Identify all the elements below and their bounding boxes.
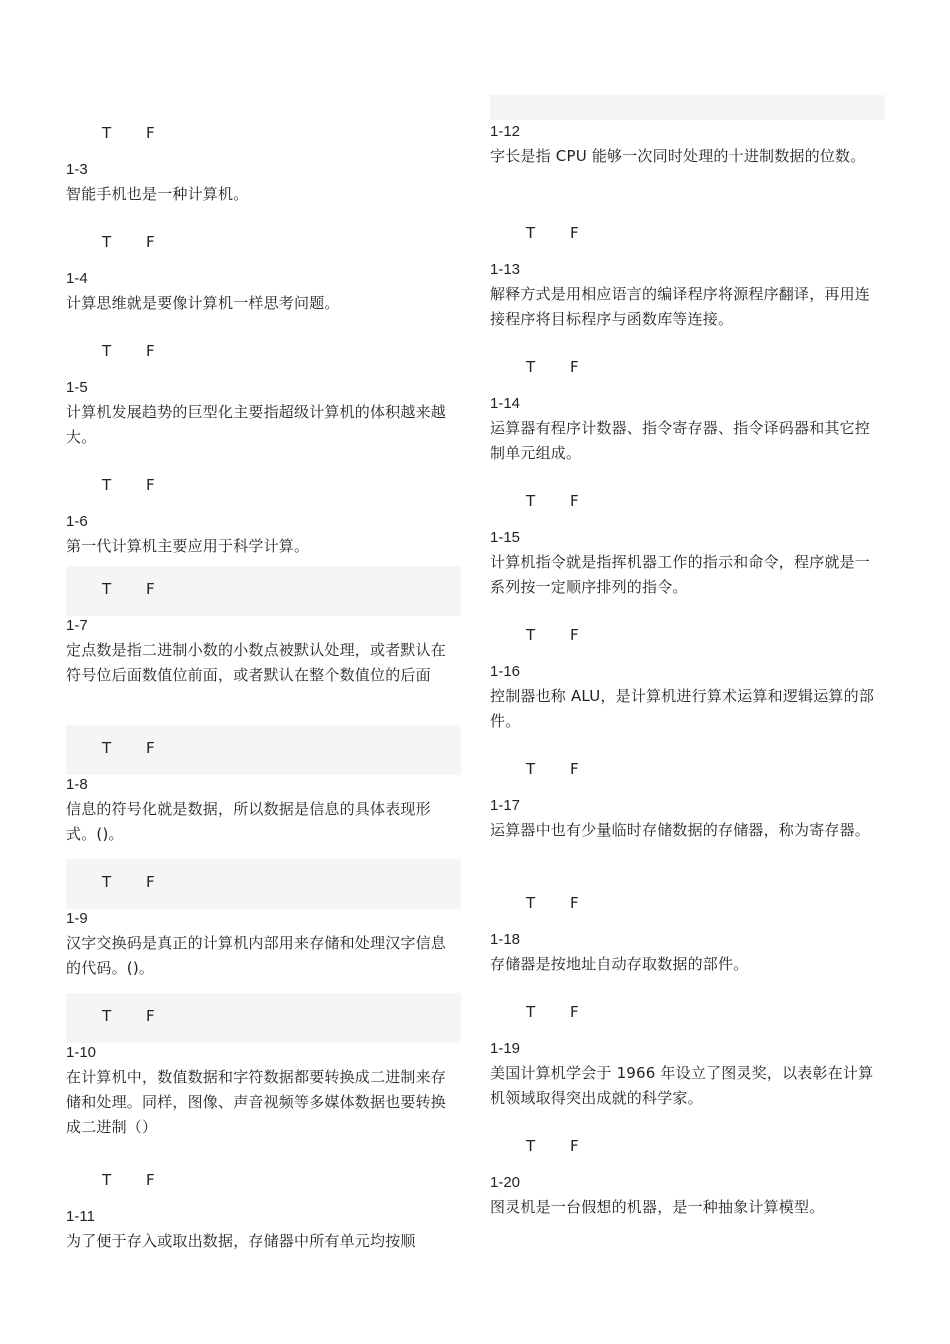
question-block [66,1157,461,1254]
question-number: 1-20 [490,1174,521,1191]
question-number: 1-8 [66,776,88,793]
question-number: 1-11 [66,1208,95,1225]
tf-options [66,1157,461,1207]
true-option[interactable]: T [102,1007,112,1025]
question-number: 1-17 [490,797,521,814]
question-number: 1-4 [66,270,88,287]
question-block [490,344,885,466]
false-option[interactable]: F [570,760,579,778]
tf-options [66,993,461,1043]
question-text: 汉字交换码是真正的计算机内部用来存储和处理汉字信息的代码。()。 [66,934,447,977]
true-option[interactable]: T [526,894,536,912]
tf-options [66,566,461,616]
question-text: 解释方式是用相应语言的编译程序将源程序翻译，再用连接程序将目标程序与函数库等连接。 [490,285,871,328]
question-text: 存储器是按地址自动存取数据的部件。 [490,955,749,973]
false-option[interactable]: F [570,358,579,376]
true-option[interactable]: T [526,1003,536,1021]
question-block [490,1123,885,1220]
false-option[interactable]: F [146,873,155,891]
false-option[interactable]: F [146,1171,155,1189]
question-number: 1-14 [490,395,521,412]
true-option[interactable]: T [102,1171,112,1189]
question-number: 1-10 [66,1044,97,1061]
false-option[interactable]: F [570,492,579,510]
question-text: 美国计算机学会于 1966 年设立了图灵奖，以表彰在计算机领域取得突出成就的科学家。 [490,1064,874,1107]
question-block [490,122,885,169]
question-text: 第一代计算机主要应用于科学计算。 [66,537,310,555]
true-option[interactable]: T [526,358,536,376]
tf-options [66,859,461,909]
question-text: 智能手机也是一种计算机。 [66,185,249,203]
question-number: 1-18 [490,931,521,948]
question-block [490,478,885,600]
false-option[interactable]: F [146,476,155,494]
question-text: 运算器有程序计数器、指令寄存器、指令译码器和其它控制单元组成。 [490,419,871,462]
false-option[interactable]: F [146,124,155,142]
false-option[interactable]: F [570,626,579,644]
tf-options [66,462,461,512]
question-text: 计算思维就是要像计算机一样思考问题。 [66,294,340,312]
question-text: 运算器中也有少量临时存储数据的存储器，称为寄存器。 [490,821,871,839]
tf-options [66,725,461,775]
question-number: 1-5 [66,379,88,396]
question-number: 1-15 [490,529,521,546]
question-block [66,462,461,559]
question-block [66,110,461,207]
question-number: 1-12 [490,123,521,140]
true-option[interactable]: T [526,760,536,778]
question-block [66,328,461,450]
question-text: 信息的符号化就是数据，所以数据是信息的具体表现形式。()。 [66,800,431,843]
question-text: 为了便于存入或取出数据，存储器中所有单元均按顺 [66,1232,416,1250]
tf-options [490,612,885,662]
tf-options [66,110,461,160]
question-number: 1-3 [66,161,88,178]
true-option[interactable]: T [102,233,112,251]
true-option[interactable]: T [102,580,112,598]
question-block [490,880,885,977]
false-option[interactable]: F [146,342,155,360]
question-block [66,219,461,316]
true-option[interactable]: T [526,1137,536,1155]
false-option[interactable]: F [570,1137,579,1155]
tf-options [66,219,461,269]
question-number: 1-7 [66,617,88,634]
question-text: 计算机发展趋势的巨型化主要指超级计算机的体积越来越大。 [66,403,447,446]
question-number: 1-6 [66,513,88,530]
true-option[interactable]: T [526,224,536,242]
question-block [490,210,885,332]
question-block [490,612,885,734]
tf-options [490,210,885,260]
true-option[interactable]: T [102,739,112,757]
question-text: 控制器也称 ALU，是计算机进行算术运算和逻辑运算的部件。 [490,687,875,730]
true-option[interactable]: T [526,492,536,510]
tf-options [490,746,885,796]
question-block [490,989,885,1111]
false-option[interactable]: F [146,1007,155,1025]
false-option[interactable]: F [570,224,579,242]
question-block [66,859,461,981]
tf-options [490,1123,885,1173]
false-option[interactable]: F [570,894,579,912]
tf-options [490,344,885,394]
false-option[interactable]: F [146,233,155,251]
true-option[interactable]: T [526,626,536,644]
question-text: 图灵机是一台假想的机器，是一种抽象计算模型。 [490,1198,825,1216]
question-block [66,566,461,688]
question-block [66,725,461,847]
true-option[interactable]: T [102,342,112,360]
tf-options [490,478,885,528]
true-option[interactable]: T [102,124,112,142]
question-number: 1-13 [490,261,521,278]
question-text: 字长是指 CPU 能够一次同时处理的十进制数据的位数。 [490,147,866,165]
true-option[interactable]: T [102,476,112,494]
true-option[interactable]: T [102,873,112,891]
tf-options [490,880,885,930]
question-number: 1-9 [66,910,88,927]
question-block [66,993,461,1140]
tf-options [66,328,461,378]
question-block [490,746,885,843]
question-text: 计算机指令就是指挥机器工作的指示和命令，程序就是一系列按一定顺序排列的指令。 [490,553,871,596]
question-text: 定点数是指二进制小数的小数点被默认处理，或者默认在符号位后面数值位前面，或者默认在整个数值位的后面 [66,641,447,684]
false-option[interactable]: F [570,1003,579,1021]
question-number: 1-19 [490,1040,521,1057]
false-option[interactable]: F [146,580,155,598]
question-number: 1-16 [490,663,521,680]
tf-options [490,989,885,1039]
shaded-bar [490,95,885,120]
question-text: 在计算机中，数值数据和字符数据都要转换成二进制来存储和处理。同样，图像、声音视频等多媒体数据也要转换成二进制（） [66,1068,447,1136]
false-option[interactable]: F [146,739,155,757]
